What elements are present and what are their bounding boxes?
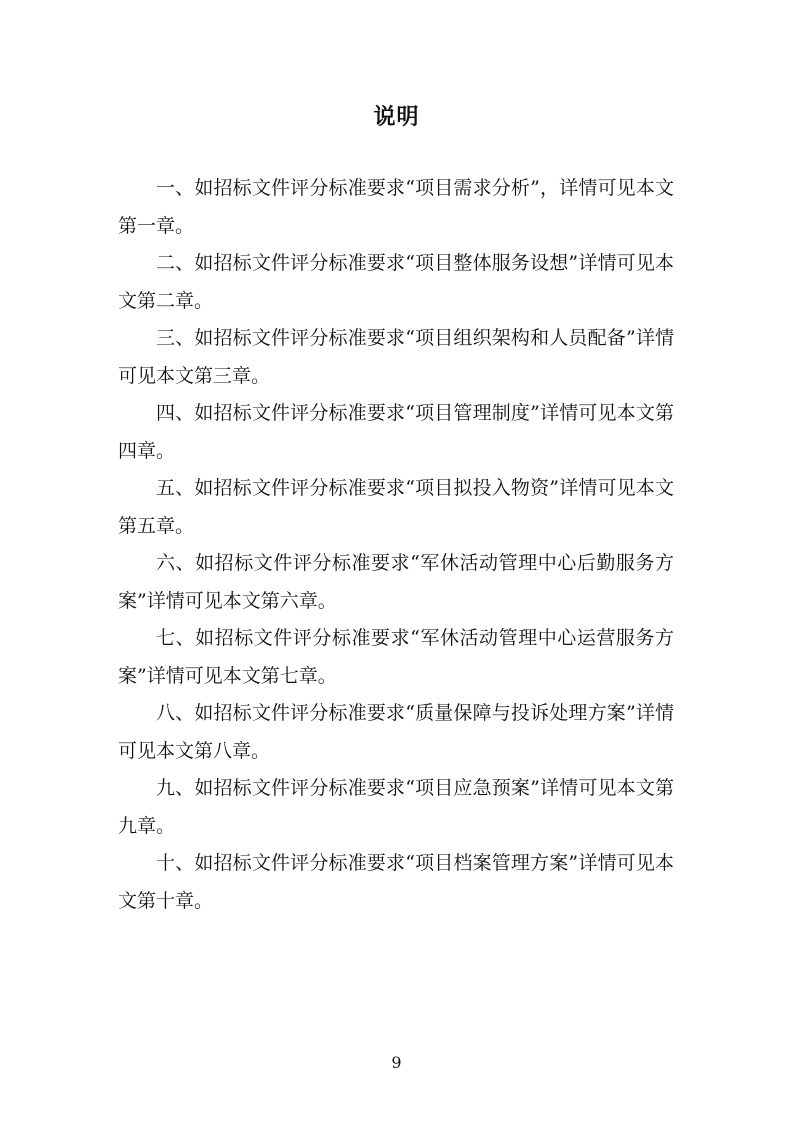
page-title: 说明 (373, 104, 420, 130)
paragraph-8: 八、如招标文件评分标准要求“质量保障与投诉处理方案”详情可见本文第八章。 (118, 702, 674, 762)
paragraph-5: 五、如招标文件评分标准要求“项目拟投入物资”详情可见本文第五章。 (118, 477, 674, 537)
page-number: 9 (391, 1053, 402, 1072)
paragraph-1: 一、如招标文件评分标准要求“项目需求分析”，详情可见本文第一章。 (118, 177, 674, 237)
paragraph-10: 十、如招标文件评分标准要求“项目档案管理方案”详情可见本文第十章。 (118, 852, 674, 912)
instructions-body (118, 170, 674, 920)
paragraph-3: 三、如招标文件评分标准要求“项目组织架构和人员配备”详情可见本文第三章。 (118, 327, 674, 387)
paragraph-2: 二、如招标文件评分标准要求“项目整体服务设想”详情可见本文第二章。 (118, 252, 674, 312)
paragraph-9: 九、如招标文件评分标准要求“项目应急预案”详情可见本文第九章。 (118, 777, 674, 837)
paragraph-6: 六、如招标文件评分标准要求“军休活动管理中心后勤服务方案”详情可见本文第六章。 (118, 552, 674, 612)
paragraph-7: 七、如招标文件评分标准要求“军休活动管理中心运营服务方案”详情可见本文第七章。 (118, 627, 674, 687)
paragraph-4: 四、如招标文件评分标准要求“项目管理制度”详情可见本文第四章。 (118, 402, 674, 462)
